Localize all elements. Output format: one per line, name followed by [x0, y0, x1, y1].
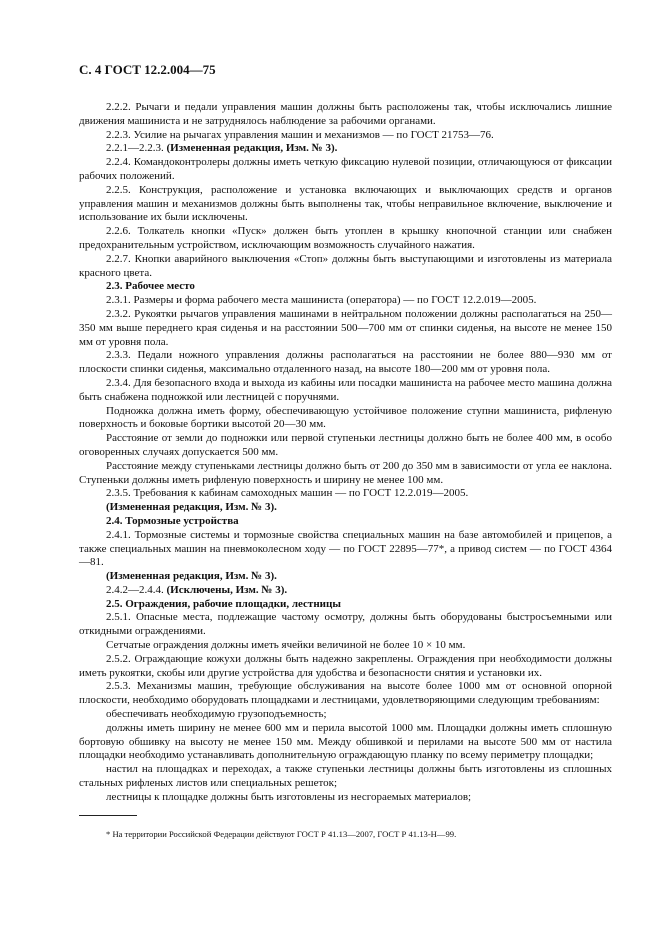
- paragraph-2-5-1: 2.5.1. Опасные места, подлежащие частому осмотру, должны быть оборудованы быстросъемными или откидными ограждениями.: [79, 611, 612, 638]
- document-body: [79, 101, 612, 805]
- paragraph-2-2-5: 2.2.5. Конструкция, расположение и установка включающих и выключающих средств и органов управления машин и механизмов должны быть выполнены так, чтобы неправильное включение, выключение и использование их были исключены.: [79, 183, 612, 224]
- paragraph-2-3-4-height: Расстояние от земли до подножки или первой ступеньки лестницы должно быть не более 400 мм, в особо оговоренных случаях допускается 500 мм.: [79, 432, 612, 458]
- paragraph-2-2-6: 2.2.6. Толкатель кнопки «Пуск» должен быть утоплен в крышку кнопочной станции или снабжен предохранительным устройством, исключающим возможность случайного нажатия.: [79, 225, 612, 251]
- paragraph-ref: 2.2.1—2.2.3.: [106, 142, 164, 155]
- page-header: С. 4 ГОСТ 12.2.004—75: [79, 62, 216, 77]
- paragraph-2-3-4-spacing: Расстояние между ступеньками лестницы должно быть от 200 до 350 мм в зависимости от угла ее наклона. Ступеньки должны иметь рифленую поверхность и ширину не менее 100 мм.: [79, 459, 612, 486]
- section-heading-2-3: 2.3. Рабочее место: [106, 280, 195, 293]
- paragraph-2-3-4-step: Подножка должна иметь форму, обеспечивающую устойчивое положение ступни машиниста, рифленую поверхность и боковые бортики высотой 20—30 мм.: [79, 404, 612, 431]
- section-heading-2-5: 2.5. Ограждения, рабочие площадки, лестницы: [106, 597, 341, 610]
- paragraph-2-3-4: 2.3.4. Для безопасного входа и выхода из кабины или посадки машиниста на рабочее место машина должна быть снабжена подножкой или лестницей с поручнями.: [79, 376, 612, 403]
- paragraph-2-2-7: 2.2.7. Кнопки аварийного выключения «Стоп» должны быть выступающими и изготовлены из материала красного цвета.: [79, 252, 612, 279]
- footnote: * На территории Российской Федерации действуют ГОСТ Р 41.13—2007, ГОСТ Р 41.13-Н—99.: [106, 829, 457, 839]
- paragraph-2-5-1-mesh: Сетчатые ограждения должны иметь ячейки величиной не более 10 × 10 мм.: [106, 639, 466, 652]
- amendment-note-2-4: (Измененная редакция, Изм. № 3).: [106, 570, 277, 583]
- paragraph-ref: 2.4.2—2.4.4.: [106, 583, 164, 596]
- footnote-divider: [79, 815, 137, 816]
- paragraph-2-5-3: 2.5.3. Механизмы машин, требующие обслуживания на высоте более 1000 мм от основной опорной плоскости, необходимо оборудовать площадками и лестницами, удовлетворяющими следующим требованиям:: [79, 680, 612, 707]
- paragraph-2-3-2: 2.3.2. Рукоятки рычагов управления машинами в нейтральном положении должны располагаться на 250—350 мм выше переднего края сиденья и на расстоянии 500—700 мм от спинки сиденья, на высоте не менее 150 мм от уровня пола.: [79, 307, 612, 348]
- paragraph-2-2-3: 2.2.3. Усилие на рычагах управления машин и механизмов — по ГОСТ 21753—76.: [106, 128, 494, 141]
- amendment-label: (Измененная редакция, Изм. № 3).: [166, 142, 338, 155]
- paragraph-2-2-4: 2.2.4. Командоконтролеры должны иметь четкую фиксацию нулевой позиции, отличающуюся от фиксации рабочих положений.: [79, 156, 612, 182]
- section-heading-2-4: 2.4. Тормозные устройства: [106, 514, 239, 527]
- amendment-note-2-3: (Измененная редакция, Изм. № 3).: [106, 501, 277, 514]
- excluded-label: (Исключены, Изм. № 3).: [166, 583, 288, 596]
- paragraph-2-3-3: 2.3.3. Педали ножного управления должны располагаться на расстоянии не более 880—930 мм от плоскости спинки сиденья, максимально отдаленного назад, на высоте 180—200 мм от уровня пола.: [79, 349, 612, 376]
- requirement-width-railings: должны иметь ширину не менее 600 мм и перила высотой 1000 мм. Площадки должны иметь сплошную бортовую обшивку на высоту не менее 150 мм. Между обшивкой и перилами на высоте 500 мм от настила площадки необходимо устанавливать дополнительную ограждающую планку по всему периметру площадки;: [79, 721, 612, 762]
- requirement-ladder-material: лестницы к площадке должны быть изготовлены из несгораемых материалов;: [106, 790, 472, 803]
- paragraph-2-2-2: 2.2.2. Рычаги и педали управления машин должны быть расположены так, чтобы исключались лишние движения машиниста и не затруднялось наблюдение за рабочими органами.: [79, 101, 612, 127]
- paragraph-2-5-2: 2.5.2. Ограждающие кожухи должны быть надежно закреплены. Ограждения при необходимости должны иметь рукоятки, скобы или другие устройства для удобства и безопасности снятия и установки их.: [79, 652, 612, 679]
- requirement-flooring: настил на площадках и переходах, а также ступеньки лестницы должны быть изготовлены из сплошных стальных рифленых листов или специальных решеток;: [79, 763, 612, 790]
- paragraph-2-3-5: 2.3.5. Требования к кабинам самоходных машин — по ГОСТ 12.2.019—2005.: [106, 487, 469, 500]
- excluded-note-2-4-2-2-4-4: [79, 584, 612, 598]
- amendment-note-2-2-1-2-2-3: [79, 142, 612, 156]
- paragraph-2-4-1: 2.4.1. Тормозные системы и тормозные свойства специальных машин на базе автомобилей и прицепов, а также специальных машин на пневмоколесном ходу — по ГОСТ 22895—77*, а привод систем — по ГОСТ 4364—81.: [79, 528, 612, 569]
- requirement-load-capacity: обеспечивать необходимую грузоподъемность;: [106, 708, 327, 721]
- paragraph-2-3-1: 2.3.1. Размеры и форма рабочего места машиниста (оператора) — по ГОСТ 12.2.019—2005.: [106, 294, 537, 307]
